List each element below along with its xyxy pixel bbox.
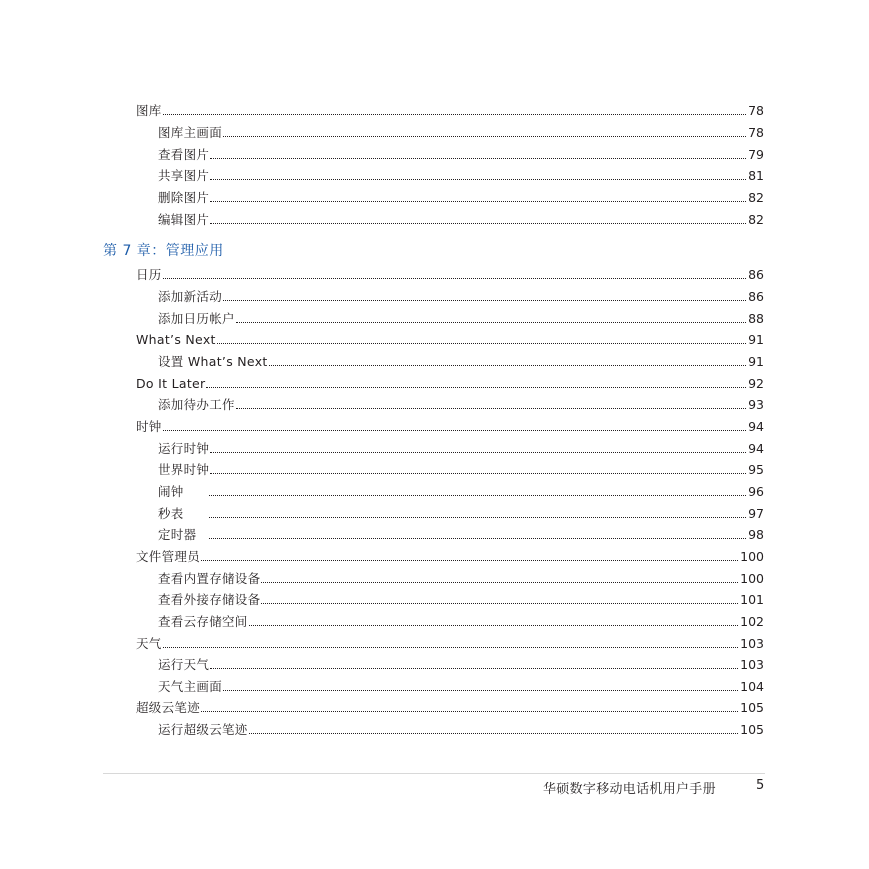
toc-entry-world-clock[interactable] <box>158 461 764 477</box>
toc-entry-page: 100 <box>740 571 764 586</box>
dot-leader <box>163 278 746 279</box>
toc-entry-page: 95 <box>748 462 764 477</box>
dot-leader <box>261 603 738 604</box>
toc-entry-label: 查看图片 <box>158 147 210 162</box>
chapter-heading[interactable]: 第 7 章：管理应用 <box>103 243 224 259</box>
dot-leader <box>223 690 738 691</box>
toc-entry-view-internal-storage[interactable] <box>158 570 764 586</box>
toc-entry-label: 运行时钟 <box>158 441 210 456</box>
toc-entry-label: 查看内置存储设备 <box>158 571 261 586</box>
toc-entry-page: 82 <box>748 212 764 227</box>
toc-entry-setup-whats-next[interactable] <box>158 353 764 369</box>
toc-entry-page: 91 <box>748 354 764 369</box>
toc-entry-label: 运行超级云笔迹 <box>158 722 248 737</box>
toc-entry-do-it-later[interactable] <box>136 375 764 391</box>
dot-leader <box>249 625 739 626</box>
toc-entry-label: 共享图片 <box>158 168 210 183</box>
toc-entry-page: 97 <box>748 506 764 521</box>
toc-entry-label: 时钟 <box>136 419 162 434</box>
toc-entry-clock[interactable] <box>136 418 764 434</box>
toc-entry-view-cloud-storage[interactable] <box>158 613 764 629</box>
footer-page-number: 5 <box>756 778 765 793</box>
toc-entry-weather-main-screen[interactable] <box>158 678 764 694</box>
dot-leader <box>210 452 746 453</box>
toc-entry-timer[interactable] <box>158 526 764 542</box>
toc-entry-page: 94 <box>748 419 764 434</box>
toc-entry-page: 98 <box>748 527 764 542</box>
toc-entry-label: Do It Later <box>136 376 206 391</box>
toc-entry-alarm[interactable] <box>158 483 764 499</box>
toc-entry-supernote[interactable] <box>136 699 764 715</box>
toc-entry-page: 81 <box>748 168 764 183</box>
dot-leader <box>210 179 746 180</box>
toc-entry-page: 86 <box>748 289 764 304</box>
dot-leader <box>223 300 746 301</box>
toc-entry-page: 92 <box>748 376 764 391</box>
toc-entry-label: 编辑图片 <box>158 212 210 227</box>
toc-entry-page: 91 <box>748 332 764 347</box>
dot-leader <box>210 201 746 202</box>
toc-entry-label: 设置 What’s Next <box>158 354 268 369</box>
toc-entry-share-pictures[interactable] <box>158 167 764 183</box>
toc-entry-page: 78 <box>748 103 764 118</box>
dot-leader <box>236 408 746 409</box>
toc-entry-page: 104 <box>740 679 764 694</box>
toc-entry-edit-pictures[interactable] <box>158 211 764 227</box>
toc-entry-label: 添加待办工作 <box>158 397 235 412</box>
dot-leader <box>209 495 746 496</box>
dot-leader <box>210 668 738 669</box>
dot-leader <box>217 343 746 344</box>
toc-entry-label: 图库主画面 <box>158 125 223 140</box>
toc-entry-label: 闹钟 <box>158 484 184 499</box>
toc-entry-label: 世界时钟 <box>158 462 210 477</box>
toc-entry-stopwatch[interactable] <box>158 505 764 521</box>
toc-entry-whats-next[interactable] <box>136 331 764 347</box>
toc-entry-label: 文件管理员 <box>136 549 201 564</box>
dot-leader <box>210 223 746 224</box>
toc-entry-run-supernote[interactable] <box>158 721 764 737</box>
toc-entry-label: 日历 <box>136 267 162 282</box>
toc-entry-delete-pictures[interactable] <box>158 189 764 205</box>
toc-entry-page: 103 <box>740 636 764 651</box>
footer-divider <box>103 773 765 774</box>
toc-entry-add-calendar-account[interactable] <box>158 310 764 326</box>
toc-entry-page: 82 <box>748 190 764 205</box>
dot-leader <box>210 158 746 159</box>
toc-entry-gallery-main-screen[interactable] <box>158 124 764 140</box>
toc-entry-run-weather[interactable] <box>158 656 764 672</box>
footer-manual-title: 华硕数字移动电话机用户手册 <box>543 782 716 797</box>
dot-leader <box>206 387 746 388</box>
dot-leader <box>210 473 746 474</box>
toc-entry-page: 93 <box>748 397 764 412</box>
toc-entry-page: 94 <box>748 441 764 456</box>
dot-leader <box>163 430 746 431</box>
toc-entry-page: 105 <box>740 722 764 737</box>
dot-leader <box>201 711 738 712</box>
toc-entry-page: 96 <box>748 484 764 499</box>
dot-leader <box>209 517 746 518</box>
toc-entry-gallery[interactable] <box>136 102 764 118</box>
dot-leader <box>163 114 746 115</box>
toc-entry-run-clock[interactable] <box>158 440 764 456</box>
toc-entry-file-manager[interactable] <box>136 548 764 564</box>
toc-entry-label: 添加新活动 <box>158 289 223 304</box>
dot-leader <box>236 322 746 323</box>
dot-leader <box>249 733 739 734</box>
toc-entry-page: 101 <box>740 592 764 607</box>
toc-entry-page: 105 <box>740 700 764 715</box>
dot-leader <box>261 582 738 583</box>
toc-entry-label: What’s Next <box>136 332 216 347</box>
toc-entry-page: 78 <box>748 125 764 140</box>
toc-entry-page: 102 <box>740 614 764 629</box>
dot-leader <box>209 538 746 539</box>
toc-entry-label: 天气 <box>136 636 162 651</box>
toc-entry-page: 86 <box>748 267 764 282</box>
dot-leader <box>201 560 738 561</box>
toc-entry-calendar[interactable] <box>136 266 764 282</box>
toc-entry-add-todo[interactable] <box>158 396 764 412</box>
dot-leader <box>223 136 746 137</box>
toc-entry-label: 定时器 <box>158 527 197 542</box>
toc-entry-label: 秒表 <box>158 506 184 521</box>
toc-entry-page: 79 <box>748 147 764 162</box>
toc-entry-view-pictures[interactable] <box>158 146 764 162</box>
toc-entry-label: 天气主画面 <box>158 679 223 694</box>
toc-entry-label: 超级云笔迹 <box>136 700 201 715</box>
toc-entry-view-external-storage[interactable] <box>158 591 764 607</box>
toc-entry-label: 删除图片 <box>158 190 210 205</box>
toc-entry-weather[interactable] <box>136 635 764 651</box>
toc-entry-add-new-event[interactable] <box>158 288 764 304</box>
toc-entry-label: 运行天气 <box>158 657 210 672</box>
dot-leader <box>163 647 739 648</box>
toc-entry-label: 查看云存储空间 <box>158 614 248 629</box>
toc-entry-page: 100 <box>740 549 764 564</box>
toc-entry-label: 添加日历帐户 <box>158 311 235 326</box>
toc-entry-label: 图库 <box>136 103 162 118</box>
dot-leader <box>269 365 746 366</box>
toc-entry-label: 查看外接存储设备 <box>158 592 261 607</box>
toc-entry-page: 88 <box>748 311 764 326</box>
toc-entry-page: 103 <box>740 657 764 672</box>
